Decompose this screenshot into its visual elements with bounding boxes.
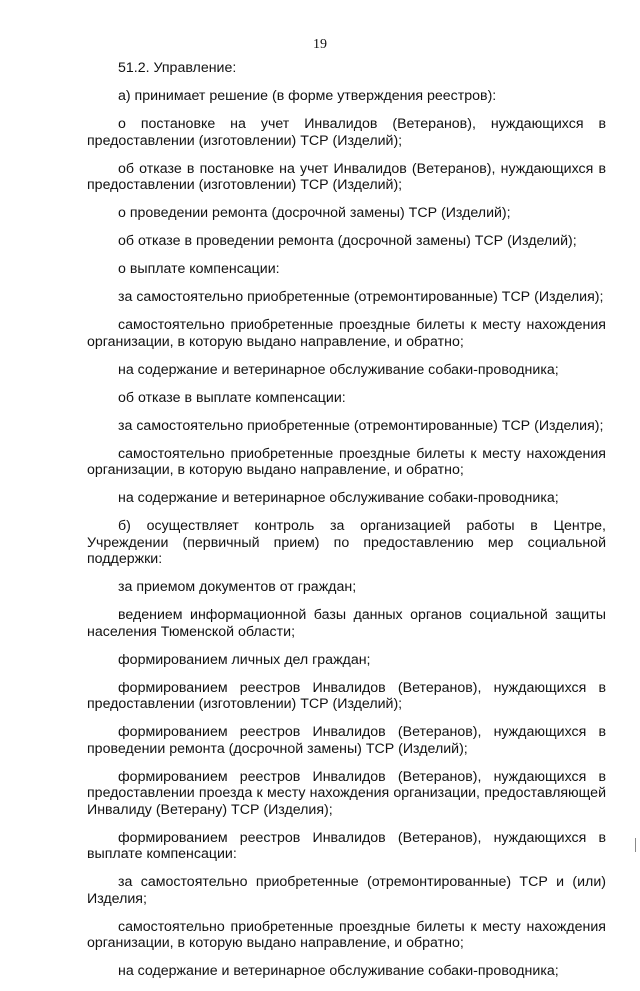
paragraph: самостоятельно приобретенные проездные билеты к месту нахождения организации, в которую выдано направление, и обратно; — [87, 317, 606, 350]
paragraph: на содержание и ветеринарное обслуживание собаки-проводника; — [118, 361, 559, 378]
paragraph: об отказе в выплате компенсации: — [118, 389, 346, 406]
paragraph: формированием реестров Инвалидов (Ветеранов), нуждающихся в выплате компенсации: — [87, 829, 606, 862]
paragraph: 51.2. Управление: — [118, 60, 237, 76]
paragraph: на содержание и ветеринарное обслуживание собаки-проводника; — [118, 963, 559, 979]
paragraph: формированием реестров Инвалидов (Ветеранов), нуждающихся в проведении ремонта (досрочной замены) ТСР (Изделий); — [87, 724, 606, 757]
paragraph: за приемом документов от граждан; — [118, 579, 357, 595]
document-body — [87, 60, 606, 991]
paragraph: на содержание и ветеринарное обслуживание собаки-проводника; — [118, 490, 559, 506]
paragraph: об отказе в проведении ремонта (досрочной замены) ТСР (Изделий); — [118, 233, 577, 249]
paragraph: о проведении ремонта (досрочной замены) ТСР (Изделий); — [118, 205, 511, 221]
paragraph: за самостоятельно приобретенные (отремонтированные) ТСР (Изделия); — [118, 417, 604, 434]
paragraph: за самостоятельно приобретенные (отремонтированные) ТСР и (или) Изделия; — [87, 874, 606, 907]
paragraph: о выплате компенсации: — [118, 261, 280, 277]
paragraph: а) принимает решение (в форме утверждения реестров): — [118, 88, 497, 104]
paragraph: формированием реестров Инвалидов (Ветеранов), нуждающихся в предоставлении (изготовлении) ТСР (Изделий); — [87, 679, 606, 712]
paragraph: формированием реестров Инвалидов (Ветеранов), нуждающихся в предоставлении проезда к месту нахождения организации, предоставляющей Инвалиду (Ветерану) ТСР (Изделия); — [87, 768, 606, 818]
paragraph: о постановке на учет Инвалидов (Ветеранов), нуждающихся в предоставлении (изготовлении) ТСР (Изделий); — [87, 116, 606, 149]
scan-edge-mark — [635, 838, 636, 852]
paragraph: за самостоятельно приобретенные (отремонтированные) ТСР (Изделия); — [118, 289, 604, 305]
paragraph: формированием личных дел граждан; — [118, 651, 371, 668]
paragraph: самостоятельно приобретенные проездные билеты к месту нахождения организации, в которую выдано направление, и обратно; — [87, 918, 606, 951]
paragraph: б) осуществляет контроль за организацией работы в Центре, Учреждении (первичный прием) по предоставлению мер социальной поддержки: — [87, 518, 606, 567]
paragraph: об отказе в постановке на учет Инвалидов (Ветеранов), нуждающихся в предоставлении (изготовлении) ТСР (Изделий); — [87, 160, 606, 193]
paragraph: самостоятельно приобретенные проездные билеты к месту нахождения организации, в которую выдано направление, и обратно; — [87, 445, 606, 478]
paragraph: ведением информационной базы данных органов социальной защиты населения Тюменской области; — [87, 607, 606, 640]
page-number: 19 — [313, 37, 327, 52]
